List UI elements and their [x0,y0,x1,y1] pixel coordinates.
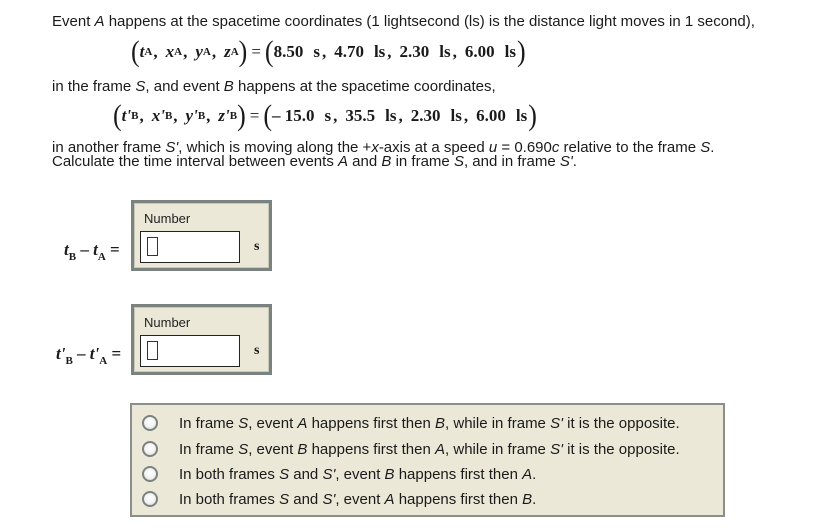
answer-2-label: $t'_B - t'_A$ = [56,344,122,367]
time-interval-s-input[interactable] [140,231,240,263]
intro-line-4: Calculate the time interval between events A and B in frame S, and in frame S'. [52,153,577,170]
event-order-choices [130,403,725,517]
radio-button[interactable] [142,441,158,457]
radio-button[interactable] [142,415,158,431]
unit-label: s [254,239,260,254]
radio-button[interactable] [142,491,158,507]
radio-button[interactable] [142,466,158,482]
choice-4[interactable] [142,487,536,511]
text-cursor [147,237,158,256]
choice-3[interactable] [142,462,536,486]
number-label: Number [144,211,191,226]
event-b-coordinates: ( t' B , x' B , y' B , z' B ) = ( – 15.0 s , 35.5 ls , 2.30 ls , 6.00 ls ) [113,98,537,133]
intro-line-3: in another frame S', which is moving along the +x-axis at a speed u = 0.690c relative to the frame S. [52,139,715,156]
choice-1-label: In frame S, event A happens first then B, while in frame S' it is the opposite. [179,414,680,432]
choice-2-label: In frame S, event B happens first then A, while in frame S' it is the opposite. [179,440,680,458]
number-label: Number [144,315,191,330]
intro-line-2: in the frame S, and event B happens at the spacetime coordinates, [52,78,496,95]
unit-label: s [254,343,260,358]
answer-1-label: $t_B - t_A$ = [64,240,120,263]
time-interval-s-prime-input[interactable] [140,335,240,367]
choice-3-label: In both frames S and S', event B happens first then A. [179,465,537,483]
text-cursor [147,341,158,360]
choice-1[interactable] [142,411,680,435]
event-a-coordinates: ( t A , x A , y A , z A ) = ( 8.50 s , 4.70 ls , 2.30 ls , 6.00 ls ) [131,34,526,69]
choice-2[interactable] [142,437,680,461]
choice-4-label: In both frames S and S', event A happens first then B. [179,490,537,508]
answer-1-panel [131,200,272,271]
answer-2-panel [131,304,272,375]
intro-line-1: Event A happens at the spacetime coordinates (1 lightsecond (ls) is the distance light moves in 1 second), [52,13,755,30]
